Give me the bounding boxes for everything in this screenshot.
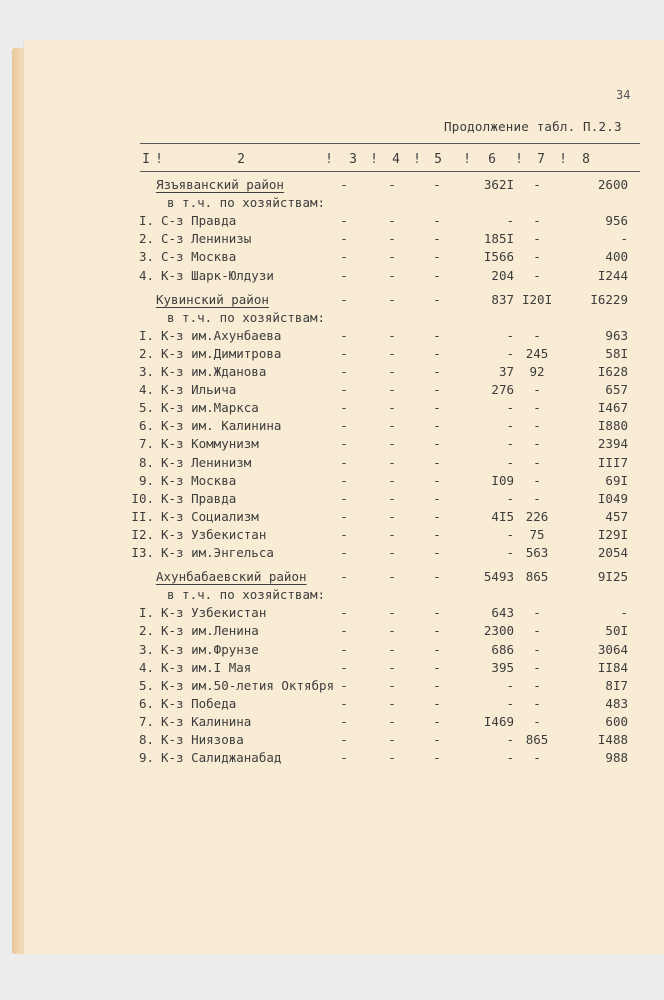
- cell-col-6: 276: [491, 382, 514, 398]
- cell-col-5: -: [433, 508, 441, 524]
- cell-col-3: -: [340, 291, 348, 307]
- cell-col-7: -: [533, 659, 541, 675]
- cell-col-6: -: [506, 545, 514, 560]
- cell-col-8: -: [620, 231, 628, 247]
- row-name: С-з Москва: [161, 249, 237, 265]
- cell-col-7: -: [533, 750, 541, 766]
- cell-col-7: -: [533, 436, 541, 452]
- row-name: К-з Ленинизм: [161, 454, 252, 470]
- cell-col-4: -: [388, 418, 396, 434]
- cell-col-6: -: [506, 454, 514, 470]
- row-name: С-з Ленинизы: [161, 231, 252, 247]
- cell-col-4: -: [388, 231, 396, 247]
- cell-col-5: -: [433, 472, 441, 488]
- cell-col-3: -: [340, 454, 348, 470]
- table-row: [24, 660, 664, 678]
- cell-col-4: -: [388, 364, 396, 379]
- header-separator: !: [370, 152, 378, 167]
- cell-col-6: 185I: [483, 231, 514, 247]
- cell-col-3: -: [340, 526, 348, 542]
- cell-col-3: -: [340, 364, 348, 379]
- header-separator: !: [559, 152, 567, 167]
- cell-col-8: 457: [605, 508, 628, 524]
- cell-col-6: -: [506, 327, 514, 343]
- table-row: [24, 436, 664, 454]
- cell-col-4: -: [388, 249, 396, 265]
- cell-col-3: -: [340, 641, 348, 657]
- row-number: I.: [138, 213, 154, 229]
- cell-col-3: -: [340, 231, 348, 247]
- header-col-3: 3: [349, 152, 357, 167]
- row-number: 2.: [138, 231, 154, 247]
- table-row: [24, 231, 664, 249]
- row-name: К-з Калинина: [161, 713, 252, 729]
- cell-col-7: 245: [525, 345, 549, 361]
- row-name: К-з Салиджанабад: [161, 750, 282, 766]
- cell-col-3: -: [340, 677, 348, 693]
- cell-col-6: -: [506, 400, 514, 416]
- cell-col-4: -: [388, 382, 396, 398]
- row-name: К-з им.I Мая: [161, 659, 252, 675]
- cell-col-8: 483: [605, 695, 628, 711]
- cell-col-8: II84: [597, 659, 628, 675]
- cell-col-6: -: [506, 436, 514, 452]
- cell-col-7: 92: [529, 364, 545, 379]
- cell-col-3: -: [340, 695, 348, 711]
- row-number: 8.: [138, 454, 154, 470]
- cell-col-5: -: [433, 623, 441, 639]
- cell-col-6: I469: [483, 713, 514, 729]
- cell-col-8: I488: [597, 732, 628, 747]
- table-row: [24, 418, 664, 436]
- table-row: [24, 346, 664, 364]
- cell-col-7: -: [533, 400, 541, 416]
- cell-col-7: -: [533, 695, 541, 711]
- cell-col-6: -: [506, 418, 514, 434]
- row-number: 7.: [138, 713, 154, 729]
- cell-col-7: -: [533, 713, 541, 729]
- cell-col-3: -: [340, 436, 348, 452]
- cell-col-4: -: [388, 327, 396, 343]
- cell-col-6: 204: [491, 267, 514, 283]
- cell-col-5: -: [433, 732, 441, 747]
- cell-col-5: -: [433, 545, 441, 560]
- table-row: [24, 473, 664, 491]
- cell-col-8: I049: [597, 490, 628, 506]
- table-row: [24, 696, 664, 714]
- cell-col-5: -: [433, 677, 441, 693]
- page-number: 34: [616, 88, 631, 102]
- cell-col-6: I566: [483, 249, 514, 265]
- cell-col-8: 600: [605, 713, 628, 729]
- cell-col-4: -: [388, 291, 396, 307]
- row-name: Язъяванский район: [156, 177, 284, 192]
- cell-col-3: -: [340, 472, 348, 488]
- scan-background: [0, 954, 664, 1000]
- row-number: 6.: [138, 695, 154, 711]
- cell-col-5: -: [433, 436, 441, 452]
- cell-col-6: 643: [491, 605, 514, 621]
- row-name: К-з им.Жданова: [161, 364, 267, 379]
- cell-col-4: -: [388, 750, 396, 766]
- cell-col-8: I244: [597, 267, 628, 283]
- cell-col-4: -: [388, 436, 396, 452]
- subheading-row: [24, 195, 664, 213]
- table-row: [24, 382, 664, 400]
- table-row: [24, 249, 664, 267]
- cell-col-6: 395: [491, 659, 514, 675]
- cell-col-6: 5493: [483, 569, 514, 585]
- row-name: С-з Правда: [161, 213, 237, 229]
- row-name: Кувинский район: [156, 291, 269, 307]
- table-row: [24, 714, 664, 732]
- table-row: [24, 364, 664, 382]
- table-header: [24, 152, 664, 170]
- row-name: К-з им.Энгельса: [161, 545, 274, 560]
- row-name: К-з им.Димитрова: [161, 345, 282, 361]
- table-row: [24, 268, 664, 286]
- cell-col-7: I20I: [522, 291, 553, 307]
- cell-col-6: -: [506, 732, 514, 747]
- cell-col-5: -: [433, 231, 441, 247]
- cell-col-6: 686: [491, 641, 514, 657]
- cell-col-8: 58I: [605, 345, 628, 361]
- cell-col-6: 362I: [483, 177, 514, 192]
- cell-col-4: -: [388, 508, 396, 524]
- cell-col-8: 9I25: [597, 569, 628, 585]
- cell-col-3: -: [340, 545, 348, 560]
- cell-col-3: -: [340, 213, 348, 229]
- cell-col-4: -: [388, 213, 396, 229]
- row-number: II.: [131, 508, 154, 524]
- cell-col-7: -: [533, 641, 541, 657]
- cell-col-7: 226: [525, 508, 549, 524]
- header-col-2: 2: [237, 152, 245, 167]
- row-number: I2.: [131, 526, 154, 542]
- cell-col-6: -: [506, 677, 514, 693]
- header-col-8: 8: [582, 152, 590, 167]
- cell-col-6: -: [506, 490, 514, 506]
- table-row: [24, 750, 664, 768]
- row-number: 5.: [138, 400, 154, 416]
- row-number: 9.: [138, 750, 154, 766]
- cell-col-7: -: [533, 213, 541, 229]
- cell-col-8: 50I: [605, 623, 628, 639]
- row-name: К-з Узбекистан: [161, 526, 267, 542]
- cell-col-4: -: [388, 177, 396, 192]
- cell-col-8: I6229: [590, 291, 628, 307]
- cell-col-3: -: [340, 418, 348, 434]
- cell-col-3: -: [340, 249, 348, 265]
- table-row: [24, 732, 664, 750]
- row-name: К-з им.Маркса: [161, 400, 259, 416]
- cell-col-4: -: [388, 454, 396, 470]
- cell-col-3: -: [340, 659, 348, 675]
- table-row: [24, 455, 664, 473]
- cell-col-8: 400: [605, 249, 628, 265]
- cell-col-7: -: [533, 327, 541, 343]
- row-number: 6.: [138, 418, 154, 434]
- cell-col-8: 988: [605, 750, 628, 766]
- row-name: К-з Победа: [161, 695, 237, 711]
- row-name: К-з Шарк-Юлдузи: [161, 267, 274, 283]
- cell-col-3: -: [340, 750, 348, 766]
- cell-col-7: 865: [525, 569, 549, 585]
- cell-col-3: -: [340, 267, 348, 283]
- table-row: [24, 642, 664, 660]
- cell-col-7: -: [533, 177, 541, 192]
- cell-col-7: -: [533, 623, 541, 639]
- cell-col-4: -: [388, 545, 396, 560]
- row-number: 2.: [138, 623, 154, 639]
- cell-col-5: -: [433, 177, 441, 192]
- table-row: [24, 491, 664, 509]
- cell-col-5: -: [433, 267, 441, 283]
- row-name: К-з Правда: [161, 490, 237, 506]
- cell-col-5: -: [433, 327, 441, 343]
- cell-col-7: -: [533, 267, 541, 283]
- cell-col-8: 69I: [605, 472, 628, 488]
- cell-col-3: -: [340, 623, 348, 639]
- cell-col-7: -: [533, 605, 541, 621]
- table-row: [24, 527, 664, 545]
- cell-col-5: -: [433, 641, 441, 657]
- district-row: [24, 292, 664, 310]
- cell-col-6: -: [506, 750, 514, 766]
- cell-col-8: III7: [597, 454, 628, 470]
- cell-col-8: I467: [597, 400, 628, 416]
- row-name: К-з Ниязова: [161, 732, 244, 747]
- header-rule-bottom: [140, 171, 640, 172]
- cell-col-6: 837: [491, 291, 514, 307]
- cell-col-5: -: [433, 382, 441, 398]
- cell-col-7: 865: [525, 732, 549, 747]
- cell-col-3: -: [340, 177, 348, 192]
- cell-col-5: -: [433, 454, 441, 470]
- header-separator: !: [413, 152, 421, 167]
- cell-col-7: -: [533, 418, 541, 434]
- cell-col-3: -: [340, 732, 348, 747]
- cell-col-4: -: [388, 605, 396, 621]
- header-col-7: 7: [537, 152, 545, 167]
- row-name: в т.ч. по хозяйствам:: [167, 195, 326, 211]
- cell-col-4: -: [388, 526, 396, 542]
- cell-col-8: 3064: [597, 641, 628, 657]
- cell-col-6: -: [506, 213, 514, 229]
- cell-col-3: -: [340, 508, 348, 524]
- row-number: 2.: [138, 345, 154, 361]
- row-number: I3.: [131, 545, 154, 560]
- row-name: К-з им.Ахунбаева: [161, 327, 282, 343]
- row-number: 3.: [138, 641, 154, 657]
- cell-col-5: -: [433, 605, 441, 621]
- cell-col-3: -: [340, 569, 348, 585]
- cell-col-5: -: [433, 291, 441, 307]
- document-page: [24, 40, 664, 954]
- cell-col-6: 4I5: [491, 508, 514, 524]
- cell-col-5: -: [433, 249, 441, 265]
- row-name: Ахунбабаевский район: [156, 569, 307, 585]
- cell-col-8: 956: [605, 213, 628, 229]
- header-col-6: 6: [488, 152, 496, 167]
- cell-col-7: 563: [525, 545, 549, 560]
- cell-col-6: -: [506, 526, 514, 542]
- cell-col-5: -: [433, 418, 441, 434]
- table-row: [24, 509, 664, 527]
- row-name: в т.ч. по хозяйствам:: [167, 309, 326, 325]
- header-separator: !: [463, 152, 471, 167]
- cell-col-5: -: [433, 526, 441, 542]
- cell-col-8: I29I: [597, 526, 628, 542]
- row-name: К-з Социализм: [161, 508, 259, 524]
- header-col-5: 5: [434, 152, 442, 167]
- table-row: [24, 678, 664, 696]
- row-name: К-з им. Калинина: [161, 418, 282, 434]
- row-name: К-з Узбекистан: [161, 605, 267, 621]
- cell-col-4: -: [388, 623, 396, 639]
- header-rule-top: [140, 143, 640, 144]
- district-row: [24, 569, 664, 587]
- cell-col-4: -: [388, 569, 396, 585]
- cell-col-7: -: [533, 454, 541, 470]
- subheading-row: [24, 310, 664, 328]
- header-col-1: I: [142, 152, 150, 167]
- cell-col-4: -: [388, 713, 396, 729]
- cell-col-8: 2600: [597, 177, 628, 192]
- row-name: К-з им.Ленина: [161, 623, 259, 639]
- cell-col-7: -: [533, 231, 541, 247]
- cell-col-3: -: [340, 605, 348, 621]
- row-number: 4.: [138, 267, 154, 283]
- cell-col-4: -: [388, 267, 396, 283]
- row-name: К-з им.50-летия Октября: [161, 677, 335, 693]
- row-name: К-з Коммунизм: [161, 436, 259, 452]
- cell-col-8: 8I7: [605, 677, 628, 693]
- cell-col-4: -: [388, 695, 396, 711]
- cell-col-7: -: [533, 249, 541, 265]
- header-separator: !: [155, 152, 163, 167]
- cell-col-8: I628: [597, 364, 628, 379]
- cell-col-6: -: [506, 345, 514, 361]
- cell-col-8: I880: [597, 418, 628, 434]
- cell-col-6: I09: [491, 472, 514, 488]
- cell-col-4: -: [388, 472, 396, 488]
- cell-col-8: 2054: [597, 545, 628, 560]
- cell-col-3: -: [340, 345, 348, 361]
- cell-col-7: -: [533, 490, 541, 506]
- row-number: 3.: [138, 249, 154, 265]
- header-separator: !: [515, 152, 523, 167]
- header-separator: !: [325, 152, 333, 167]
- cell-col-3: -: [340, 327, 348, 343]
- cell-col-5: -: [433, 713, 441, 729]
- table-row: [24, 545, 664, 563]
- table-row: [24, 400, 664, 418]
- table-caption: Продолжение табл. П.2.3: [444, 119, 622, 134]
- cell-col-3: -: [340, 713, 348, 729]
- row-number: 9.: [138, 472, 154, 488]
- cell-col-5: -: [433, 750, 441, 766]
- cell-col-8: 657: [605, 382, 628, 398]
- cell-col-7: -: [533, 382, 541, 398]
- cell-col-4: -: [388, 641, 396, 657]
- row-number: I0.: [131, 490, 154, 506]
- district-row: [24, 177, 664, 195]
- cell-col-7: -: [533, 472, 541, 488]
- row-number: 5.: [138, 677, 154, 693]
- cell-col-7: 75: [529, 526, 545, 542]
- cell-col-8: 2394: [597, 436, 628, 452]
- cell-col-4: -: [388, 400, 396, 416]
- cell-col-4: -: [388, 490, 396, 506]
- row-number: 7.: [138, 436, 154, 452]
- table-row: [24, 213, 664, 231]
- cell-col-5: -: [433, 569, 441, 585]
- cell-col-3: -: [340, 382, 348, 398]
- cell-col-6: 37: [498, 364, 514, 379]
- cell-col-8: 963: [605, 327, 628, 343]
- cell-col-4: -: [388, 659, 396, 675]
- row-number: 4.: [138, 382, 154, 398]
- row-name: К-з Москва: [161, 472, 237, 488]
- row-name: К-з Ильича: [161, 382, 237, 398]
- cell-col-5: -: [433, 490, 441, 506]
- row-number: I.: [138, 605, 154, 621]
- cell-col-7: -: [533, 677, 541, 693]
- cell-col-4: -: [388, 732, 396, 747]
- row-name: в т.ч. по хозяйствам:: [167, 587, 326, 603]
- table-row: [24, 605, 664, 623]
- table-row: [24, 328, 664, 346]
- cell-col-4: -: [388, 677, 396, 693]
- cell-col-6: 2300: [483, 623, 514, 639]
- cell-col-8: -: [620, 605, 628, 621]
- row-number: I.: [138, 327, 154, 343]
- row-number: 8.: [138, 732, 154, 747]
- cell-col-5: -: [433, 659, 441, 675]
- cell-col-5: -: [433, 364, 441, 379]
- cell-col-5: -: [433, 213, 441, 229]
- table-row: [24, 623, 664, 641]
- cell-col-5: -: [433, 695, 441, 711]
- cell-col-5: -: [433, 345, 441, 361]
- cell-col-3: -: [340, 490, 348, 506]
- row-number: 3.: [138, 364, 154, 379]
- cell-col-6: -: [506, 695, 514, 711]
- header-col-4: 4: [392, 152, 400, 167]
- row-name: К-з им.Фрунзе: [161, 641, 259, 657]
- cell-col-5: -: [433, 400, 441, 416]
- subheading-row: [24, 587, 664, 605]
- cell-col-3: -: [340, 400, 348, 416]
- cell-col-4: -: [388, 345, 396, 361]
- row-number: 4.: [138, 659, 154, 675]
